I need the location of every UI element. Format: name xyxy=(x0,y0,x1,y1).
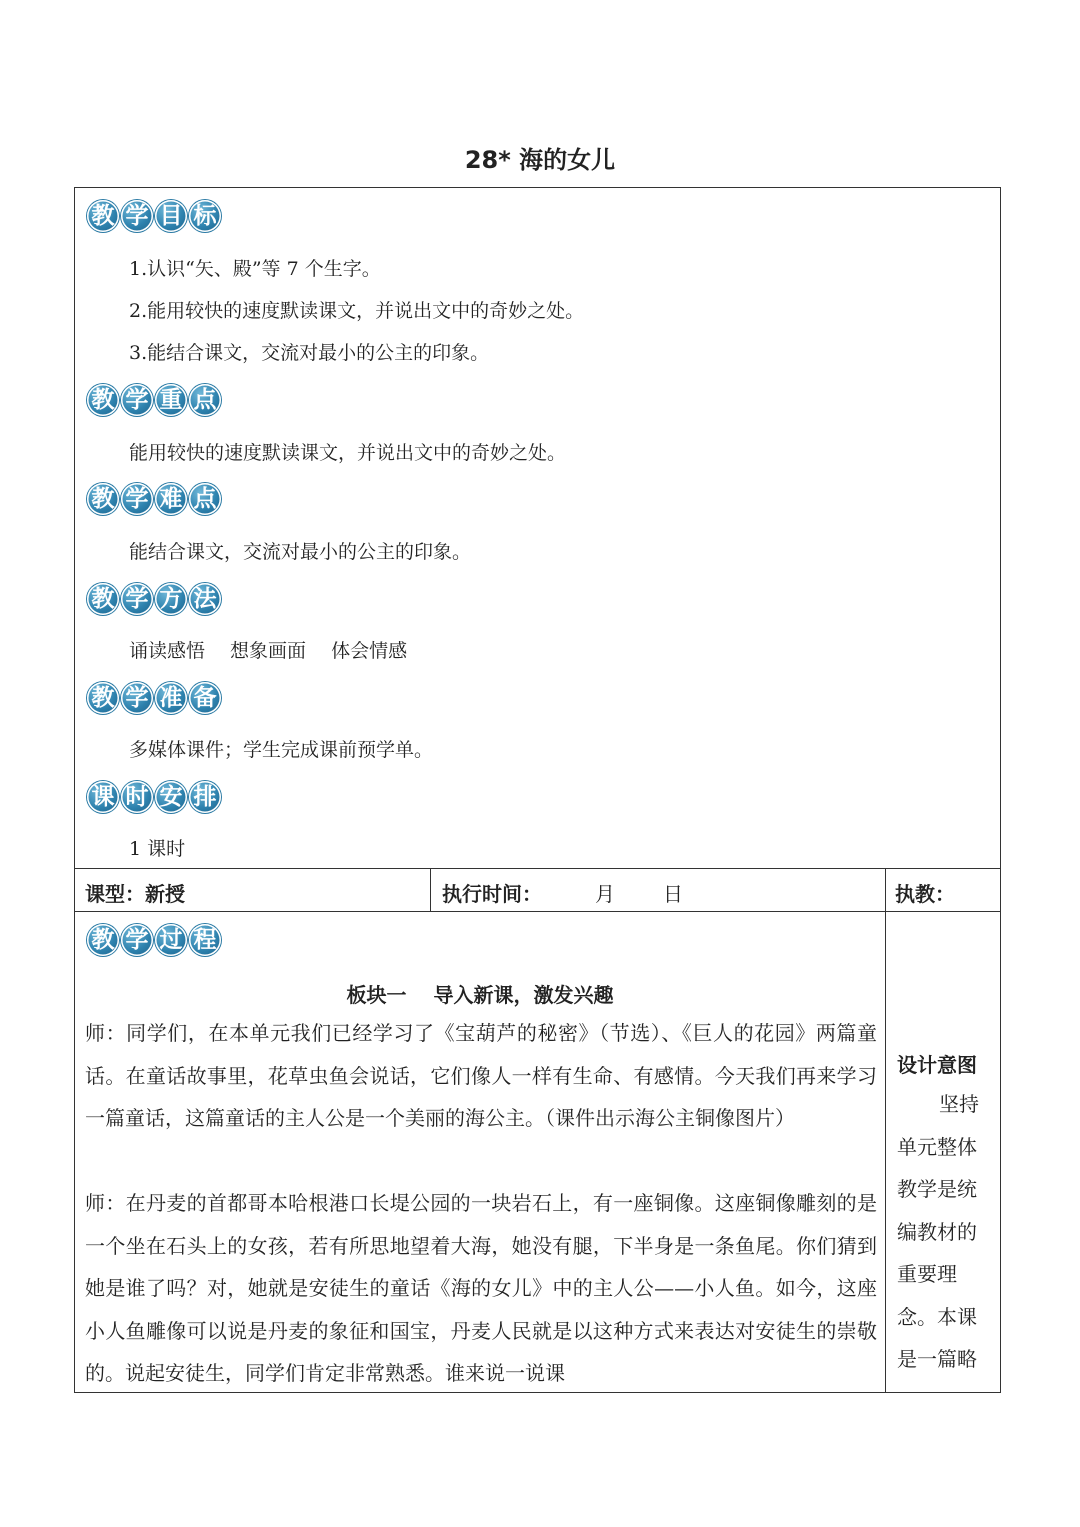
badge-char: 备 xyxy=(189,682,221,714)
methods-heading xyxy=(87,583,221,615)
badge-char: 排 xyxy=(189,781,221,813)
badge-char: 学 xyxy=(121,483,153,515)
badge-char: 学 xyxy=(121,682,153,714)
badge-char: 重 xyxy=(155,384,187,416)
objective-item: 2.能用较快的速度默读课文，并说出文中的奇妙之处。 xyxy=(129,300,585,322)
badge-char: 过 xyxy=(155,924,187,956)
badge-char: 难 xyxy=(155,483,187,515)
badge-char: 程 xyxy=(189,924,221,956)
badge-char: 教 xyxy=(87,924,119,956)
lesson-type: 课型：新授 xyxy=(85,882,185,906)
process-heading xyxy=(87,924,221,956)
badge-char: 教 xyxy=(87,200,119,232)
schedule-text: 1 课时 xyxy=(129,838,186,860)
badge-char: 学 xyxy=(121,924,153,956)
exec-time-label: 执行时间： xyxy=(442,882,542,906)
block-heading: 板块一 导入新课，激发兴趣 xyxy=(346,983,614,1007)
design-intent-text: 坚持单元整体教学是统编教材的重要理念。本课是一篇略 xyxy=(897,1092,979,1371)
lesson-paragraph: 师：在丹麦的首都哥本哈根港口长堤公园的一块岩石上，有一座铜像。这座铜像雕刻的是一个坐在石头上的女孩，若有所思地望着大海，她没有腿，下半身是一条鱼尾。你们猜到她是谁了吗？对，她就是安徒生的童话《海的女儿》中的主人公——小人鱼。如今，这座小人鱼雕像可以说是丹麦的象征和国宝，丹麦人民就是以这种方式来表达对安徒生的崇敬的。说起安徒生，同学们肯定非常熟悉。谁来说一说课 xyxy=(85,1191,877,1385)
preparation-heading xyxy=(87,682,221,714)
badge-char: 教 xyxy=(87,483,119,515)
badge-char: 教 xyxy=(87,384,119,416)
table-divider xyxy=(430,868,431,911)
table-divider xyxy=(75,868,1000,869)
badge-char: 安 xyxy=(155,781,187,813)
badge-char: 法 xyxy=(189,583,221,615)
table-divider xyxy=(75,911,1000,912)
badge-char: 点 xyxy=(189,483,221,515)
exec-time-month: 月 xyxy=(595,882,615,906)
badge-char: 课 xyxy=(87,781,119,813)
schedule-heading xyxy=(87,781,221,813)
badge-char: 学 xyxy=(121,200,153,232)
badge-char: 标 xyxy=(189,200,221,232)
page-title: 28* 海的女儿 xyxy=(464,146,616,174)
design-intent-title: 设计意图 xyxy=(897,1053,977,1077)
preparation-text: 多媒体课件；学生完成课前预学单。 xyxy=(129,739,434,761)
badge-char: 方 xyxy=(155,583,187,615)
teacher-label: 执教： xyxy=(895,882,955,906)
badge-char: 点 xyxy=(189,384,221,416)
badge-char: 教 xyxy=(87,583,119,615)
lesson-overview xyxy=(75,188,1000,869)
badge-char: 学 xyxy=(121,384,153,416)
table-divider xyxy=(885,868,886,1392)
objectives-heading xyxy=(87,200,221,232)
exec-time-day: 日 xyxy=(663,882,683,906)
badge-char: 学 xyxy=(121,583,153,615)
objective-item: 1.认识“矢、殿”等 7 个生字。 xyxy=(129,258,381,280)
lesson-plan-table xyxy=(74,187,1001,1393)
difficulties-heading xyxy=(87,483,221,515)
lesson-paragraph: 师：同学们，在本单元我们已经学习了《宝葫芦的秘密》（节选）、《巨人的花园》两篇童话。在童话故事里，花草虫鱼会说话，它们像人一样有生命、有感情。今天我们再来学习一篇童话，这篇童话的主人公是一个美丽的海公主。（课件出示海公主铜像图片） xyxy=(85,1021,877,1130)
badge-char: 准 xyxy=(155,682,187,714)
badge-char: 教 xyxy=(87,682,119,714)
key-points-heading xyxy=(87,384,221,416)
difficulties-text: 能结合课文，交流对最小的公主的印象。 xyxy=(129,541,472,563)
badge-char: 目 xyxy=(155,200,187,232)
badge-char: 时 xyxy=(121,781,153,813)
objective-item: 3.能结合课文，交流对最小的公主的印象。 xyxy=(129,342,490,364)
key-points-text: 能用较快的速度默读课文，并说出文中的奇妙之处。 xyxy=(129,442,567,464)
methods-text: 诵读感悟 想象画面 体会情感 xyxy=(129,640,408,662)
